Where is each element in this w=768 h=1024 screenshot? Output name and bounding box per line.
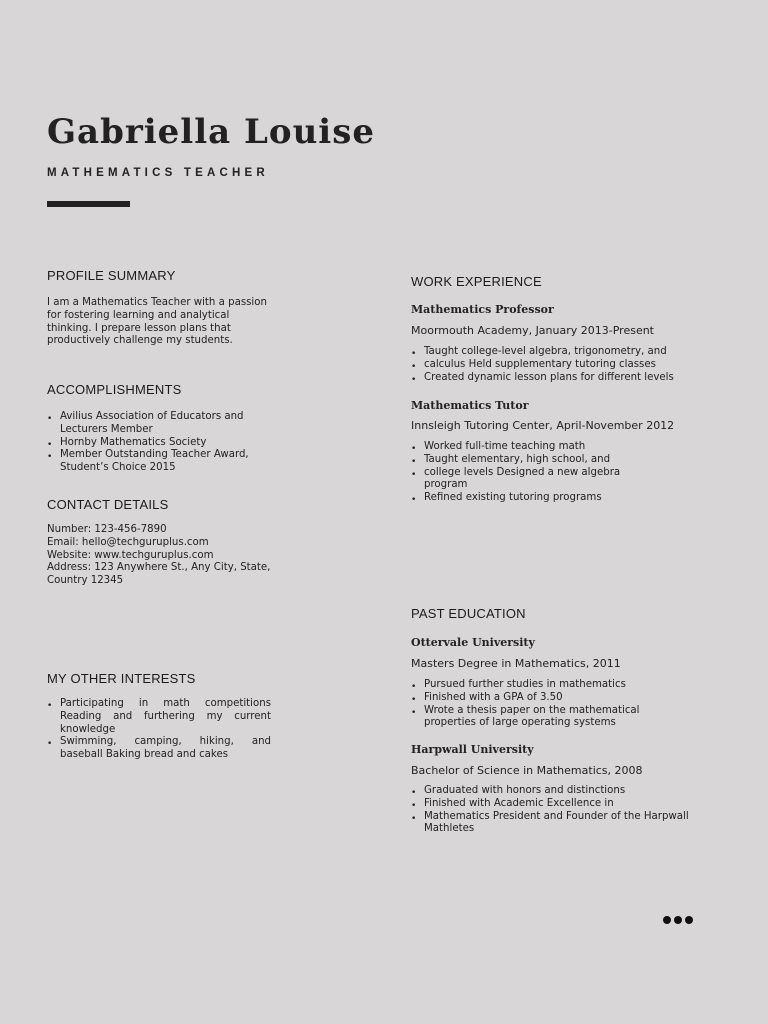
accomplishments-list [47,411,287,475]
dot-icon [674,916,682,924]
contact-website: Website: www.techguruplus.com [47,549,214,561]
list-item: • Hornby Mathematics Society [47,437,287,450]
list-item: • Mathematics President and Founder of the Harpwall Mathletes [411,811,691,837]
dot-icon [685,916,693,924]
list-item: • Participating in math competitions Reading and furthering my current knowledge [47,698,271,736]
list-item: • Avilius Association of Educators and Lecturers Member [47,411,287,437]
job-title: Mathematics Professor [411,303,554,316]
contact-email: Email: hello@techguruplus.com [47,536,209,548]
header-divider [47,201,130,207]
job-duties-list [411,441,651,505]
list-item: • Taught college-level algebra, trigonometry, and [411,346,711,359]
school-name: Ottervale University [411,636,535,649]
school-name: Harpwall University [411,743,534,756]
list-item: • Finished with a GPA of 3.50 [411,692,681,705]
list-item: • Taught elementary, high school, and [411,454,651,467]
profile-summary-heading: PROFILE SUMMARY [47,268,176,283]
list-item: • Swimming, camping, hiking, and baseball Baking bread and cakes [47,736,271,762]
degree: Masters Degree in Mathematics, 2011 [411,657,621,670]
contact-address: Address: 123 Anywhere St., Any City, State, Country 12345 [47,562,271,587]
list-item: • Member Outstanding Teacher Award, Student’s Choice 2015 [47,449,287,475]
work-experience-heading: WORK EXPERIENCE [411,274,542,289]
job-place: Innsleigh Tutoring Center, April-November 2012 [411,419,675,432]
list-item: • Wrote a thesis paper on the mathematical properties of large operating systems [411,705,681,731]
interests-heading: MY OTHER INTERESTS [47,671,196,686]
list-item: • calculus Held supplementary tutoring classes [411,359,711,372]
dot-icon [663,916,671,924]
more-options-icon[interactable] [663,916,693,924]
education-details-list [411,785,691,836]
job-title: Mathematics Tutor [411,399,529,412]
profile-summary-text: I am a Mathematics Teacher with a passion for fostering learning and analytical thinking. I prepare lesson plans that productively challenge my students. [47,297,267,347]
contact-details-heading: CONTACT DETAILS [47,497,169,512]
job-duties-list [411,346,711,384]
degree: Bachelor of Science in Mathematics, 2008 [411,764,643,777]
list-item: • Graduated with honors and distinctions [411,785,691,798]
contact-number: Number: 123-456-7890 [47,524,167,535]
list-item: • Worked full-time teaching math [411,441,651,454]
contact-details-block [47,524,297,588]
list-item: • Refined existing tutoring programs [411,492,651,505]
list-item: • Created dynamic lesson plans for different levels [411,372,711,385]
education-details-list [411,679,681,730]
interests-list [47,698,271,762]
list-item: • college levels Designed a new algebra program [411,467,651,493]
list-item: • Pursued further studies in mathematics [411,679,681,692]
job-role: MATHEMATICS TEACHER [47,167,269,179]
resume-name: Gabriella Louise [47,112,375,152]
list-item: • Finished with Academic Excellence in [411,798,691,811]
past-education-heading: PAST EDUCATION [411,606,526,621]
accomplishments-heading: ACCOMPLISHMENTS [47,382,182,397]
job-place: Moormouth Academy, January 2013-Present [411,324,654,337]
